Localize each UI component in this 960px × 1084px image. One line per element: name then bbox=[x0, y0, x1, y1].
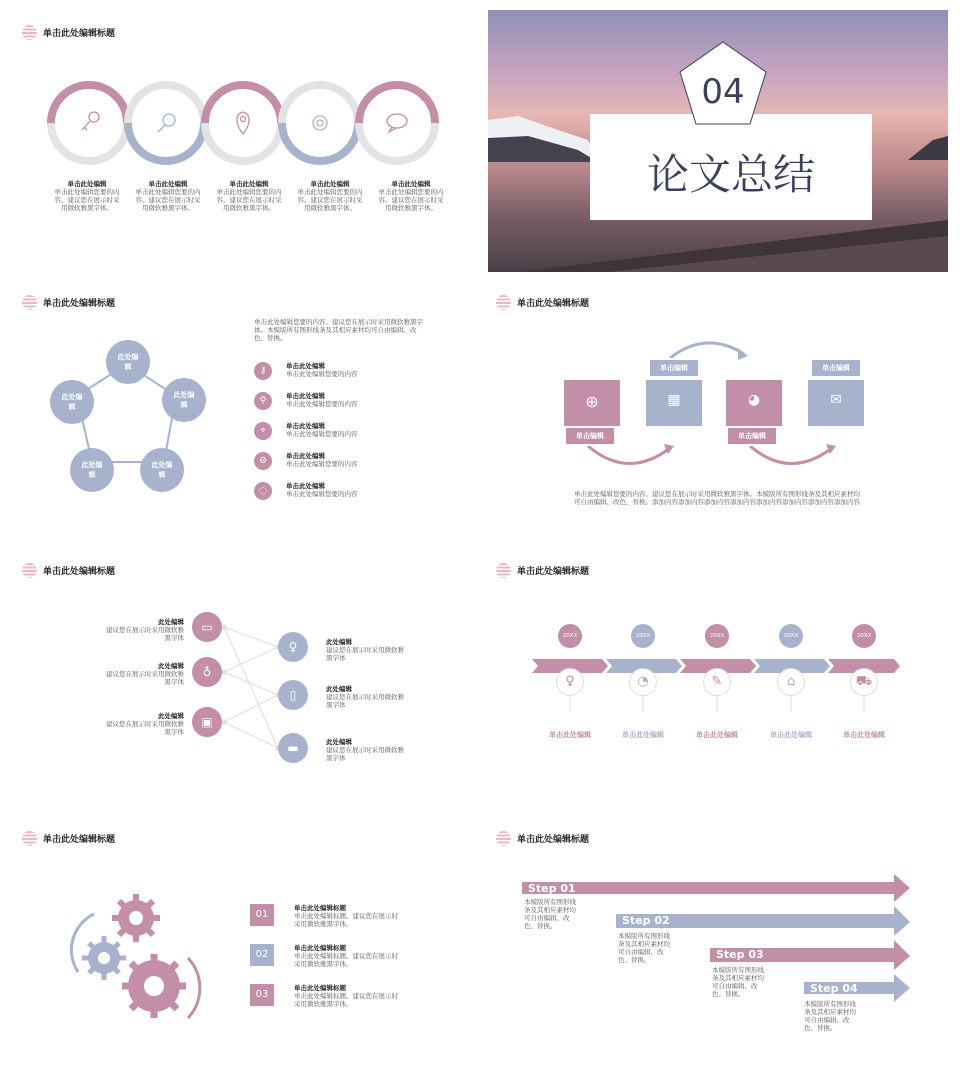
calendar-icon: ▦ bbox=[667, 392, 681, 408]
feature-item: 单击此处编辑 单击此处编辑您要的内容。建议您在展示时采用微软雅黑字体。 bbox=[378, 180, 444, 212]
step-text: 本模版所有图形线条及其相应素材均可自由编辑、改色、替换。 bbox=[712, 966, 764, 998]
gear-icon bbox=[82, 936, 126, 980]
step-label: Step 02 bbox=[622, 914, 670, 927]
feature-list bbox=[54, 180, 444, 212]
title-box bbox=[590, 114, 872, 220]
slide-title: 单击此处编辑标题 bbox=[22, 830, 115, 846]
step-label: 单击此处编辑 bbox=[770, 731, 812, 739]
gear-icon bbox=[122, 954, 186, 1018]
speech-bubble-icon: ◌ bbox=[254, 482, 272, 500]
box-label: 单击编辑 bbox=[810, 358, 862, 378]
flow-box bbox=[726, 380, 782, 426]
list-item: ⚷ 单击此处编辑 单击此处编辑您要的内容 bbox=[254, 362, 454, 392]
slide-2[interactable] bbox=[488, 10, 948, 272]
box-label: 单击编辑 bbox=[564, 426, 616, 446]
list-item: ⌖ 单击此处编辑 单击此处编辑您要的内容 bbox=[254, 422, 454, 452]
step-label: Step 01 bbox=[528, 882, 576, 895]
drive-icon: ▬ bbox=[278, 733, 308, 763]
box-label: 单击编辑 bbox=[726, 426, 778, 446]
flow-box bbox=[564, 380, 620, 426]
year-marker: 20XX bbox=[779, 624, 803, 648]
left-item: 此处编辑 建议您在展示时采用微软雅黑字体 bbox=[106, 618, 184, 642]
list-item: 02 单击此处编辑标题 单击此处编辑标题。建议您在展示时采用微软雅黑字体。 bbox=[250, 944, 450, 984]
slide-3[interactable] bbox=[14, 280, 474, 542]
slide-8[interactable] bbox=[488, 816, 948, 1078]
body-text: 单击此处编辑您要的内容。建议您在展示时采用微软雅黑字体。本模版所有图形线条及其相应素材均可自由编辑、改色、替换。添加内容添加内容添加内容添加内容添加内容添加内容添加内容添加内容 bbox=[574, 490, 860, 506]
ring-chain bbox=[44, 76, 444, 170]
slide-7[interactable] bbox=[14, 816, 474, 1078]
intro-text: 单击此处编辑您要的内容。建议您在展示时采用微软雅黑字体。本模版所有图形线条及其相应素材均可自由编辑、改色、替换。 bbox=[254, 318, 423, 342]
slide-title: 单击此处编辑标题 bbox=[496, 294, 589, 310]
year-marker: 20XX bbox=[852, 624, 876, 648]
slide-title: 单击此处编辑标题 bbox=[496, 562, 589, 578]
graduation-cap-icon: ⌂ bbox=[777, 668, 805, 696]
circle-node: 此处编辑 bbox=[70, 448, 114, 492]
circle-node: 此处编辑 bbox=[162, 378, 206, 422]
slide-title: 单击此处编辑标题 bbox=[22, 562, 115, 578]
step-text: 本模版所有图形线条及其相应素材均可自由编辑、改色、替换。 bbox=[804, 1000, 856, 1032]
microphone-icon: ♁ bbox=[192, 657, 222, 687]
lightbulb-icon: ♀ bbox=[278, 632, 308, 662]
slide-1[interactable] bbox=[14, 10, 474, 272]
gears-graphic bbox=[70, 894, 220, 1024]
bullet-icon bbox=[22, 831, 37, 846]
clipboard-icon: ▯ bbox=[278, 680, 308, 710]
section-title: 论文总结 bbox=[646, 150, 815, 199]
circle-node: 此处编辑 bbox=[50, 380, 94, 424]
step-label: 单击此处编辑 bbox=[696, 731, 738, 739]
year-marker: 20XX bbox=[705, 624, 729, 648]
list-item: 03 单击此处编辑标题 单击此处编辑标题。建议您在展示时采用微软雅黑字体。 bbox=[250, 984, 450, 1024]
section-number: 04 bbox=[701, 72, 745, 112]
location-pin-icon: ⌖ bbox=[254, 422, 272, 440]
list-item: ⚙ 单击此处编辑 单击此处编辑您要的内容 bbox=[254, 452, 454, 482]
connector-lines bbox=[14, 548, 474, 810]
slide-title: 单击此处编辑标题 bbox=[496, 830, 589, 846]
gear-icon bbox=[313, 116, 327, 130]
image-icon: ▣ bbox=[192, 707, 222, 737]
item-number: 02 bbox=[250, 944, 274, 966]
flow-arrows bbox=[488, 330, 948, 480]
year-marker: 20XX bbox=[631, 624, 655, 648]
feature-item: 单击此处编辑 单击此处编辑您要的内容。建议您在展示时采用微软雅黑字体。 bbox=[135, 180, 201, 212]
step-label: Step 03 bbox=[716, 948, 764, 961]
satellite-icon: ◔ bbox=[629, 668, 657, 696]
feature-item: 单击此处编辑 单击此处编辑您要的内容。建议您在展示时采用微软雅黑字体。 bbox=[54, 180, 120, 212]
circle-node: 此处编辑 bbox=[140, 448, 184, 492]
icon-list bbox=[254, 362, 454, 512]
flow-box bbox=[808, 380, 864, 426]
slide-4[interactable] bbox=[488, 280, 948, 542]
box-label: 单击编辑 bbox=[648, 358, 700, 378]
right-item: 此处编辑 建议您在展示时采用微软雅黑字体 bbox=[326, 738, 404, 762]
search-icon: ⚲ bbox=[254, 392, 272, 410]
left-item: 此处编辑 建议您在展示时采用微软雅黑字体 bbox=[106, 712, 184, 736]
flow-box bbox=[646, 380, 702, 426]
slide-title: 单击此处编辑标题 bbox=[22, 294, 115, 310]
year-marker: 20XX bbox=[558, 624, 582, 648]
gear-icon bbox=[112, 894, 160, 942]
step-text: 本模版所有图形线条及其相应素材均可自由编辑、改色、替换。 bbox=[524, 898, 576, 930]
right-item: 此处编辑 建议您在展示时采用微软雅黑字体 bbox=[326, 638, 404, 662]
list-item: ⚲ 单击此处编辑 单击此处编辑您要的内容 bbox=[254, 392, 454, 422]
slide-6[interactable] bbox=[488, 548, 948, 810]
list-item: 01 单击此处编辑标题 单击此处编辑标题。建议您在展示时采用微软雅黑字体。 bbox=[250, 904, 450, 944]
compass-icon: ⊕ bbox=[585, 392, 599, 411]
bullet-icon bbox=[22, 25, 37, 40]
bullet-icon bbox=[22, 295, 37, 310]
circle-node: 此处编辑 bbox=[106, 340, 150, 384]
step-label: 单击此处编辑 bbox=[843, 731, 885, 739]
pencil-icon: ✎ bbox=[703, 668, 731, 696]
search-icon bbox=[158, 114, 175, 132]
item-number: 03 bbox=[250, 984, 274, 1006]
key-icon bbox=[82, 112, 99, 130]
step-label: 单击此处编辑 bbox=[622, 731, 664, 739]
palette-icon: ◕ bbox=[747, 392, 761, 408]
item-number: 01 bbox=[250, 904, 274, 926]
list-item: ◌ 单击此处编辑 单击此处编辑您要的内容 bbox=[254, 482, 454, 512]
envelope-icon: ✉ bbox=[830, 392, 842, 408]
bullet-icon bbox=[496, 831, 511, 846]
right-item: 此处编辑 建议您在展示时采用微软雅黑字体 bbox=[326, 685, 404, 709]
numbered-list bbox=[250, 904, 450, 1024]
monitor-icon: ▭ bbox=[192, 612, 222, 642]
feature-item: 单击此处编辑 单击此处编辑您要的内容。建议您在展示时采用微软雅黑字体。 bbox=[216, 180, 282, 212]
key-icon: ⚷ bbox=[254, 362, 272, 380]
lightbulb-icon: ♀ bbox=[556, 668, 584, 696]
location-pin-icon bbox=[237, 112, 249, 134]
slide-title: 单击此处编辑标题 bbox=[22, 24, 115, 40]
left-item: 此处编辑 建议您在展示时采用微软雅黑字体 bbox=[106, 662, 184, 686]
truck-icon: ⛟ bbox=[850, 668, 878, 696]
step-label: Step 04 bbox=[810, 982, 858, 995]
bullet-icon bbox=[496, 295, 511, 310]
step-label: 单击此处编辑 bbox=[549, 731, 591, 739]
slide-5[interactable] bbox=[14, 548, 474, 810]
feature-item: 单击此处编辑 单击此处编辑您要的内容。建议您在展示时采用微软雅黑字体。 bbox=[297, 180, 363, 212]
speech-bubble-icon bbox=[387, 114, 407, 132]
step-text: 本模版所有图形线条及其相应素材均可自由编辑、改色、替换。 bbox=[618, 932, 670, 964]
gear-icon: ⚙ bbox=[254, 452, 272, 470]
